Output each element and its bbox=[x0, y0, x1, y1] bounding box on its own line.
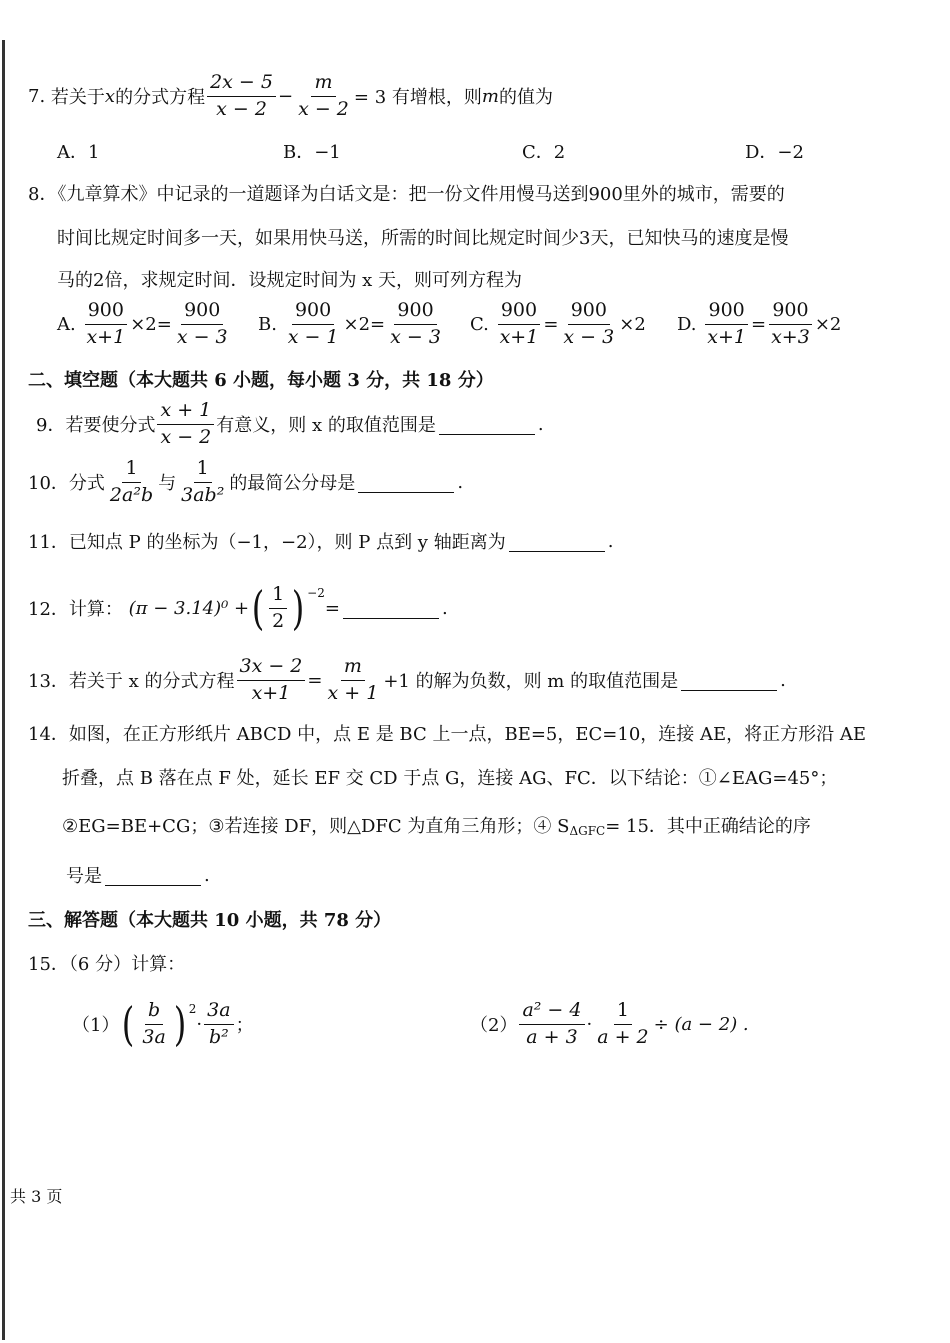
q7-fraction-2: $\frac{m}{x - 2}$ bbox=[298, 71, 349, 120]
q15-title: 15．（6 分）计算： bbox=[28, 954, 186, 975]
q7-fraction-1: $\frac{2x - 5}{x - 2}$ bbox=[207, 72, 276, 121]
q7-option-a: A．1 bbox=[57, 142, 100, 163]
q8-option-b: B. $\frac{900}{x - 1}$ ×2= $\frac{900}{x - 3}$ bbox=[258, 299, 441, 348]
q8-option-d: D. $\frac{900}{x+1}$ = $\frac{900}{x+3}$ ×2 bbox=[677, 299, 842, 348]
q7-option-d: D．−2 bbox=[745, 142, 804, 163]
q11-answer-blank[interactable] bbox=[509, 531, 605, 552]
q15-part-2: （2） $\frac{\text{a² − 4}}{a + 3}$ · $\frac{1}{a + 2}$ ÷ (a − 2) . bbox=[470, 999, 749, 1048]
q8-option-c: C. $\frac{900}{x+1}$ = $\frac{900}{x - 3}$ ×2 bbox=[470, 299, 646, 348]
q13-answer-blank[interactable] bbox=[681, 670, 777, 691]
q14-line-2: 折叠，点 B 落在点 F 处，延长 EF 交 CD 于点 G，连接 AG、FC．以下结论：①∠EAG=45°； bbox=[62, 768, 838, 789]
q8-line-2: 时间比规定时间多一天，如果用快马送，所需的时间比规定时间少3天，已知快马的速度是慢 bbox=[57, 228, 789, 249]
q14-answer-blank[interactable] bbox=[105, 865, 201, 886]
q8-line-3: 马的2倍，求规定时间．设规定时间为 x 天，则可列方程为 bbox=[57, 270, 523, 291]
q8-line-1: 8．《九章算术》中记录的一道题译为白话文是：把一份文件用慢马送到900里外的城市，需要的 bbox=[28, 184, 785, 205]
q7-text-post: 的值为 bbox=[498, 87, 553, 109]
q7-option-b: B．−1 bbox=[283, 142, 341, 163]
question-7 bbox=[28, 72, 553, 121]
q14-line-4: 号是 . bbox=[66, 864, 210, 887]
question-13: 13．若关于 x 的分式方程 $\frac{3x - 2}{x+1}$ = $\frac{m}{x + 1}$ +1 的解为负数，则 m 的取值范围是 . bbox=[28, 655, 786, 704]
q7-number: 7. bbox=[28, 85, 46, 107]
q9-answer-blank[interactable] bbox=[439, 414, 535, 435]
question-10: 10．分式 $\frac{1}{\text{2a²b}}$ 与 $\frac{1}{\text{3ab²}}$ 的最简公分母是 . bbox=[28, 457, 464, 506]
q14-line-3: ②EG=BE+CG；③若连接 DF，则△DFC 为直角三角形；④ S $_{\Delta GFC}$ = 15．其中正确结论的序 bbox=[62, 816, 811, 838]
question-9: 9．若要使分式 $\frac{x + 1}{x - 2}$ 有意义，则 x 的取值范围是 . bbox=[36, 399, 544, 448]
q14-line-1: 14．如图，在正方形纸片 ABCD 中，点 E 是 BC 上一点，BE=5，EC=10，连接 AE，将正方形沿 AE bbox=[28, 724, 866, 745]
q7-option-c: C．2 bbox=[522, 142, 566, 163]
q7-text-mid: 的分式方程 bbox=[115, 87, 206, 109]
q15-part-1: （1） ( $\frac{b}{3a}$ ) $^2$ · $\frac{3a}{\text{b²}}$ ； bbox=[72, 997, 254, 1052]
page-edge-line bbox=[2, 40, 5, 1340]
q7-minus: − bbox=[277, 85, 294, 107]
q7-var-m: m bbox=[481, 85, 499, 107]
q7-var-x: x bbox=[104, 85, 116, 107]
q12-answer-blank[interactable] bbox=[343, 598, 439, 619]
question-11: 11．已知点 P 的坐标为（−1，−2），则 P 点到 y 轴距离为 . bbox=[28, 530, 614, 553]
q7-text-eq: = 3 有增根，则 bbox=[353, 87, 482, 109]
q7-text-pre: 若关于 bbox=[50, 87, 105, 109]
section-3-heading: 三、解答题（本大题共 10 小题，共 78 分） bbox=[28, 910, 392, 931]
q10-answer-blank[interactable] bbox=[358, 472, 454, 493]
question-12: 12．计算： (π − 3.14)⁰ + ( $\frac{1}{2}$ ) $^{-2}$ = . bbox=[28, 581, 448, 636]
q8-option-a: A. $\frac{900}{x+1}$ ×2= $\frac{900}{x - 3}$ bbox=[57, 299, 228, 348]
section-2-heading: 二、填空题（本大题共 6 小题，每小题 3 分，共 18 分） bbox=[28, 370, 494, 391]
page-footer: 共 3 页 bbox=[10, 1187, 63, 1206]
